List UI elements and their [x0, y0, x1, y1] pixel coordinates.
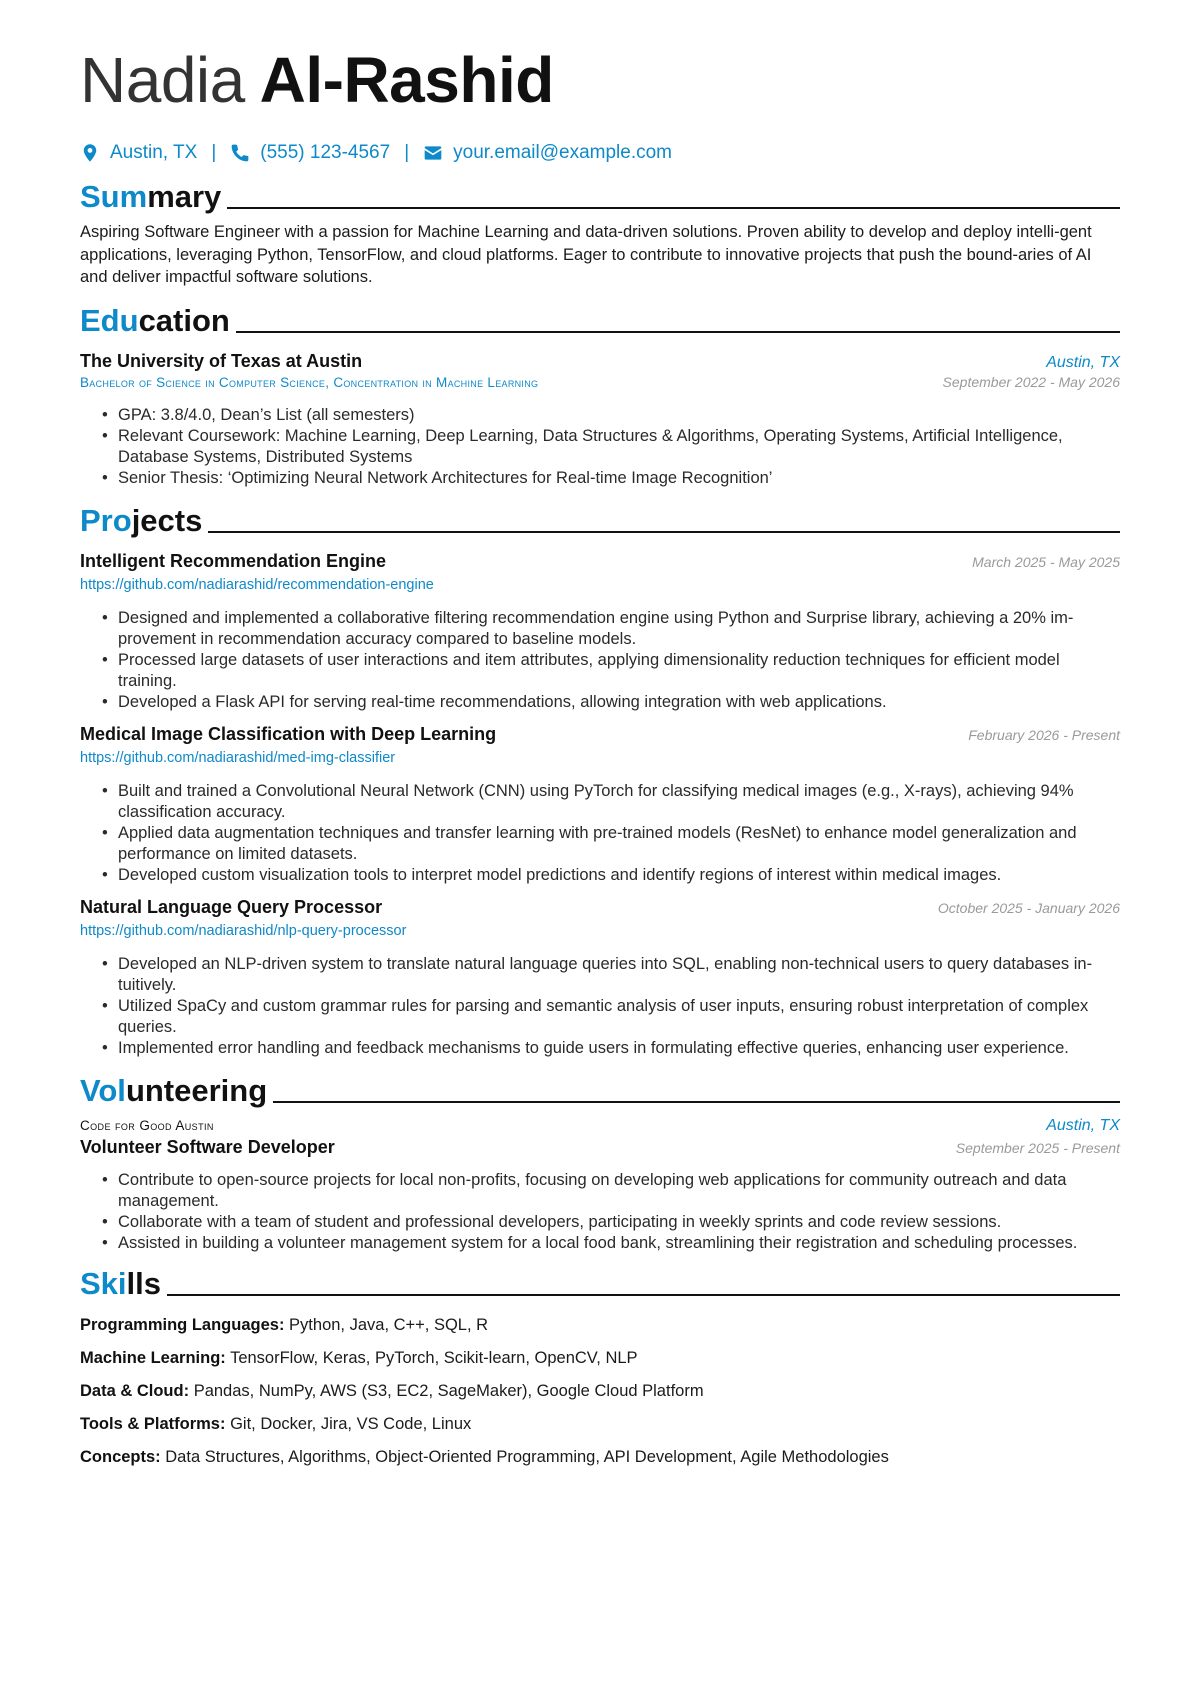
skill-row: Tools & Platforms: Git, Docker, Jira, VS Code, Linux	[80, 1414, 472, 1433]
section-rule	[273, 1101, 1120, 1103]
section-rule	[227, 207, 1120, 209]
phone-icon	[230, 143, 250, 163]
education-bullets	[80, 405, 1120, 489]
project-entry	[80, 551, 1120, 713]
section-skills-heading	[80, 1262, 1120, 1302]
project-dates: February 2026 - Present	[968, 726, 1120, 743]
volunteer-dates: September 2025 - Present	[955, 1139, 1120, 1156]
skill-row: Programming Languages: Python, Java, C++, SQL, R	[80, 1315, 489, 1334]
envelope-icon	[423, 143, 443, 163]
school-name: The University of Texas at Austin	[80, 350, 363, 371]
section-rule	[208, 531, 1120, 533]
list-item: • Implemented error handling and feedback mechanisms to guide users in formulating effective queries, enhancing user experience.	[118, 1038, 1120, 1059]
section-rule	[236, 331, 1120, 333]
project-title: Intelligent Recommendation Engine	[80, 550, 387, 571]
list-item: • Collaborate with a team of student and professional developers, participating in weekly sprints and code review sessions.	[118, 1212, 1120, 1233]
education-dates: September 2022 - May 2026	[942, 373, 1120, 390]
candidate-name	[80, 40, 1120, 120]
project-link[interactable]: https://github.com/nadiarashid/recommendation-engine	[80, 576, 434, 593]
project-entry	[80, 724, 1120, 886]
volunteer-entry	[80, 1117, 1120, 1254]
list-item: • GPA: 3.8/4.0, Dean’s List (all semesters)	[118, 405, 1120, 426]
volunteer-role: Volunteer Software Developer	[80, 1136, 335, 1157]
separator: |	[404, 142, 410, 163]
email-link[interactable]: your.email@example.com	[453, 142, 672, 163]
organization-name: Code for Good Austin	[80, 1117, 214, 1133]
separator: |	[211, 142, 217, 163]
list-item: • Developed an NLP-driven system to translate natural language queries into SQL, enabling non-technical users to query databases in-tuitively.	[118, 954, 1120, 996]
list-item: • Designed and implemented a collaborative filtering recommendation engine using Python and Surprise library, achieving a 20% im-provement in recommendation accuracy compared to baseline models.	[118, 608, 1120, 650]
list-item: • Processed large datasets of user interactions and item attributes, applying dimensionality reduction techniques for efficient model training.	[118, 650, 1120, 692]
section-education-heading	[80, 299, 1120, 339]
skill-row: Machine Learning: TensorFlow, Keras, PyTorch, Scikit-learn, OpenCV, NLP	[80, 1348, 638, 1367]
resume-page	[80, 40, 1120, 1479]
section-title: Summary	[80, 179, 222, 214]
volunteer-bullets	[80, 1170, 1120, 1254]
skill-row: Concepts: Data Structures, Algorithms, Object-Oriented Programming, API Development, Agile Methodologies	[80, 1447, 889, 1466]
project-link[interactable]: https://github.com/nadiarashid/med-img-classifier	[80, 749, 396, 766]
list-item: • Assisted in building a volunteer management system for a local food bank, streamlining their registration and scheduling processes.	[118, 1233, 1120, 1254]
section-projects-heading	[80, 499, 1120, 539]
project-dates: October 2025 - January 2026	[937, 899, 1120, 916]
summary-text: Aspiring Software Engineer with a passion for Machine Learning and data-driven solutions. Proven ability to develop and deploy intelli-gent applications, leveraging Python, TensorFlow, and cloud platforms. Eager to contribute to innovative projects that push the bound-aries of AI and deliver impactful software solutions.	[80, 223, 1092, 286]
section-title: Skills	[80, 1265, 161, 1301]
list-item: • Developed a Flask API for serving real-time recommendations, allowing integration with web applications.	[118, 692, 1120, 713]
project-bullets	[80, 954, 1120, 1059]
map-pin-icon	[80, 143, 100, 163]
section-summary-heading	[80, 175, 1120, 215]
school-location: Austin, TX	[1046, 353, 1120, 371]
volunteer-location: Austin, TX	[1046, 1116, 1120, 1134]
contact-bar	[80, 139, 1120, 167]
skills-list	[80, 1314, 1120, 1468]
location-text: Austin, TX	[110, 142, 198, 163]
project-bullets	[80, 781, 1120, 886]
phone-text: (555) 123-4567	[260, 142, 391, 163]
project-dates: March 2025 - May 2025	[972, 553, 1120, 570]
project-link[interactable]: https://github.com/nadiarashid/nlp-query-processor	[80, 922, 407, 939]
section-title: Volunteering	[80, 1072, 268, 1108]
section-title: Projects	[80, 502, 203, 538]
list-item: • Applied data augmentation techniques and transfer learning with pre-trained models (ResNet) to enhance model generalization and performance on limited datasets.	[118, 823, 1120, 865]
section-volunteering-heading	[80, 1069, 1120, 1109]
section-title: Education	[80, 302, 230, 338]
degree: Bachelor of Science in Computer Science, Concentration in Machine Learning	[80, 374, 539, 390]
list-item: • Built and trained a Convolutional Neural Network (CNN) using PyTorch for classifying medical images (e.g., X-rays), achieving 94% classification accuracy.	[118, 781, 1120, 823]
project-title: Medical Image Classification with Deep Learning	[80, 723, 497, 744]
list-item: • Utilized SpaCy and custom grammar rules for parsing and semantic analysis of user inputs, ensuring robust interpretation of complex queries.	[118, 996, 1120, 1038]
last-name: Al-Rashid	[259, 44, 554, 116]
project-entry	[80, 897, 1120, 1059]
list-item: • Contribute to open-source projects for local non-profits, focusing on developing web applications for community outreach and data management.	[118, 1170, 1120, 1212]
section-rule	[167, 1294, 1120, 1296]
project-bullets	[80, 608, 1120, 713]
project-title: Natural Language Query Processor	[80, 896, 383, 917]
skill-row: Data & Cloud: Pandas, NumPy, AWS (S3, EC2, SageMaker), Google Cloud Platform	[80, 1381, 704, 1400]
education-entry	[80, 351, 1120, 489]
first-name: Nadia	[80, 44, 245, 116]
list-item: • Developed custom visualization tools to interpret model predictions and identify regions of interest within medical images.	[118, 865, 1120, 886]
list-item: • Relevant Coursework: Machine Learning, Deep Learning, Data Structures & Algorithms, Operating Systems, Artificial Intelligence, Database Systems, Distributed Systems	[118, 426, 1120, 468]
list-item: • Senior Thesis: ‘Optimizing Neural Network Architectures for Real-time Image Recognition’	[118, 468, 1120, 489]
